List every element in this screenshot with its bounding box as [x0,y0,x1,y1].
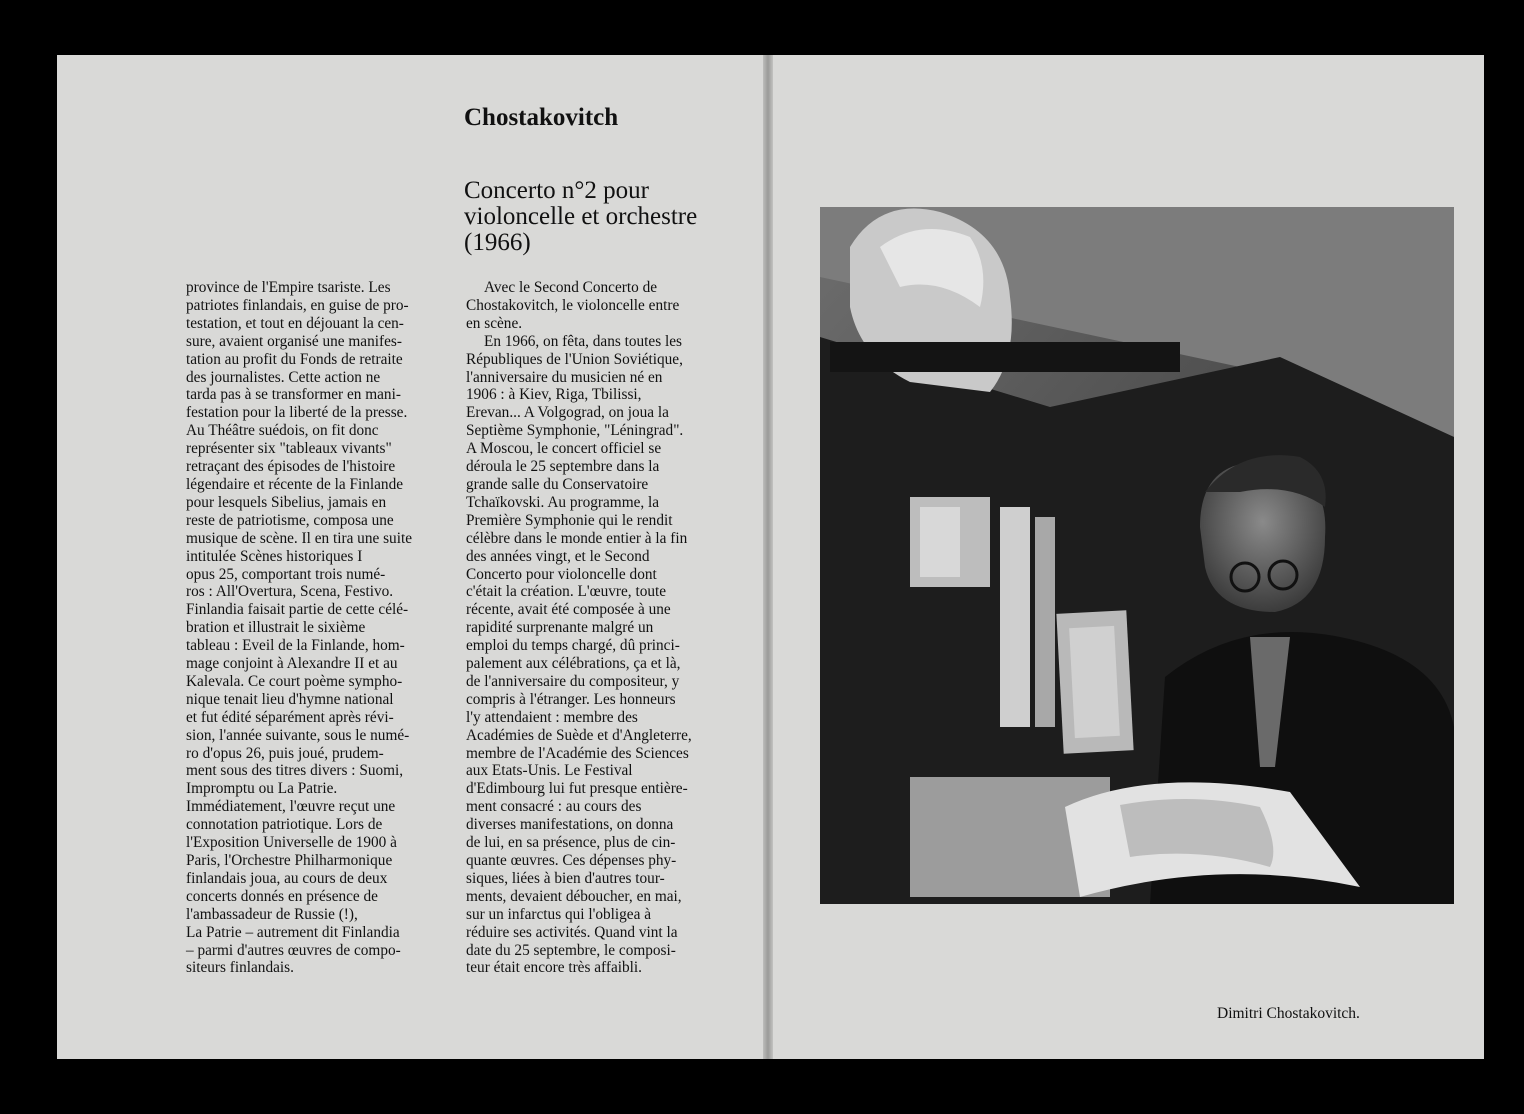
text-line: siteurs finlandais. [186,959,294,977]
text-line: célèbre dans le monde entier à la fin [466,529,688,547]
text-line: réduire ses activités. Quand vint la [466,923,678,941]
text-line: des journalistes. Cette action ne [186,368,381,386]
text-line: Chostakovitch, le violoncelle entre [466,296,680,314]
text-line: Académies de Suède et d'Angleterre, [466,726,692,744]
text-line: ro d'opus 26, puis joué, prudem- [186,744,384,762]
text-line: sur un infarctus qui l'obligea à [466,905,651,923]
text-line: Septième Symphonie, "Léningrad". [466,422,684,440]
text-line: pour lesquels Sibelius, jamais en [186,493,387,511]
text-line: sure, avaient organisé une manifes- [186,332,402,350]
text-line: opus 25, comportant trois numé- [186,565,386,583]
text-line: l'y attendaient : membre des [466,708,638,726]
text-line: province de l'Empire tsariste. Les [186,279,391,296]
text-line: tarda pas à se transformer en mani- [186,386,401,404]
composer-photo [820,207,1454,904]
text-column-right [466,279,734,977]
piece-title-line: Concerto n°2 pour [464,177,649,204]
text-line: déroula le 25 septembre dans la [466,458,660,476]
text-line: c'était la création. L'œuvre, toute [466,583,667,601]
text-line: reste de patriotisme, composa une [186,511,394,529]
text-line: En 1966, on fêta, dans toutes les [484,332,682,350]
text-line: aux Etats-Unis. Le Festival [466,762,633,780]
text-line: représenter six "tableaux vivants" [186,440,392,458]
text-line: siques, liées à bien d'autres tour- [466,869,665,887]
text-line: ment consacré : au cours des [466,798,642,816]
text-line: grande salle du Conservatoire [466,475,649,493]
book-spine [763,55,773,1059]
text-line: ros : All'Overtura, Scena, Festivo. [186,583,394,601]
text-line: intitulée Scènes historiques I [186,547,363,565]
text-line: l'ambassadeur de Russie (!), [186,905,358,923]
text-line: récente, avait été composée à une [466,601,671,619]
text-line: Avec le Second Concerto de [484,279,658,296]
text-line: Concerto pour violoncelle dont [466,565,657,583]
text-line: tableau : Eveil de la Finlande, hom- [186,637,405,655]
text-line: d'Edimbourg lui fut presque entière- [466,780,688,798]
text-line: A Moscou, le concert officiel se [466,440,662,458]
text-column-left [186,279,448,977]
text-line: concerts donnés en présence de [186,887,378,905]
text-line: Première Symphonie qui le rendit [466,511,673,529]
text-line: Républiques de l'Union Soviétique, [466,350,683,368]
text-line: quante œuvres. Ces dépenses phy- [466,852,677,869]
text-line: tation au profit du Fonds de retraite [186,350,403,368]
text-line: et fut édité séparément après révi- [186,708,394,726]
text-line: de l'anniversaire du compositeur, y [466,672,680,690]
text-line: teur était encore très affaibli. [466,959,642,977]
text-line: Finlandia faisait partie de cette célé- [186,601,409,619]
text-line: – parmi d'autres œuvres de compo- [186,941,401,959]
text-line: l'anniversaire du musicien né en [466,368,663,386]
piece-title-line: (1966) [464,229,531,256]
text-line: rapidité surprenante malgré un [466,619,654,637]
section-title: Chostakovitch [464,104,619,131]
text-line: ments, devaient déboucher, en mai, [466,887,682,905]
text-line: mage conjoint à Alexandre II et au [186,655,398,673]
text-line: diverses manifestations, on donna [466,816,674,834]
text-line: musique de scène. Il en tira une suite [186,529,412,547]
text-line: Au Théâtre suédois, on fit donc [186,422,379,440]
text-line: légendaire et récente de la Finlande [186,475,404,493]
text-line: ment sous des titres divers : Suomi, [186,762,404,780]
text-line: La Patrie – autrement dit Finlandia [186,923,400,941]
text-line: finlandais joua, au cours de deux [186,869,388,887]
text-line: en scène. [466,314,523,332]
text-line: l'Exposition Universelle de 1900 à [186,834,397,852]
text-line: date du 25 septembre, le composi- [466,941,676,959]
text-line: 1906 : à Kiev, Riga, Tbilissi, [466,386,642,404]
text-line: compris à l'étranger. Les honneurs [466,690,676,708]
text-line: Paris, l'Orchestre Philharmonique [186,852,393,869]
text-line: connotation patriotique. Lors de [186,816,383,834]
text-line: bration et illustrait le sixième [186,619,366,637]
text-line: testation, et tout en déjouant la cen- [186,314,404,332]
text-line: festation pour la liberté de la presse. [186,404,408,422]
text-line: des années vingt, et le Second [466,547,650,565]
piece-title-line: violoncelle et orchestre [464,203,698,230]
text-line: nique tenait lieu d'hymne national [186,690,394,708]
text-line: Kalevala. Ce court poème sympho- [186,672,403,690]
text-line: Impromptu ou La Patrie. [186,780,338,798]
text-line: palement aux célébrations, ça et là, [466,655,681,673]
text-line: Tchaïkovski. Au programme, la [466,493,660,511]
text-line: patriotes finlandais, en guise de pro- [186,296,409,314]
text-line: Immédiatement, l'œuvre reçut une [186,798,396,816]
text-line: membre de l'Académie des Sciences [466,744,689,762]
text-line: sion, l'année suivante, sous le numé- [186,726,410,744]
piece-title [464,178,754,256]
text-line: retraçant des épisodes de l'histoire [186,458,396,476]
text-line: de lui, en sa présence, plus de cin- [466,834,676,852]
text-line: Erevan... A Volgograd, on joua la [466,404,669,422]
text-line: emploi du temps chargé, dû princi- [466,637,680,655]
photo-caption: Dimitri Chostakovitch. [1217,1005,1360,1022]
